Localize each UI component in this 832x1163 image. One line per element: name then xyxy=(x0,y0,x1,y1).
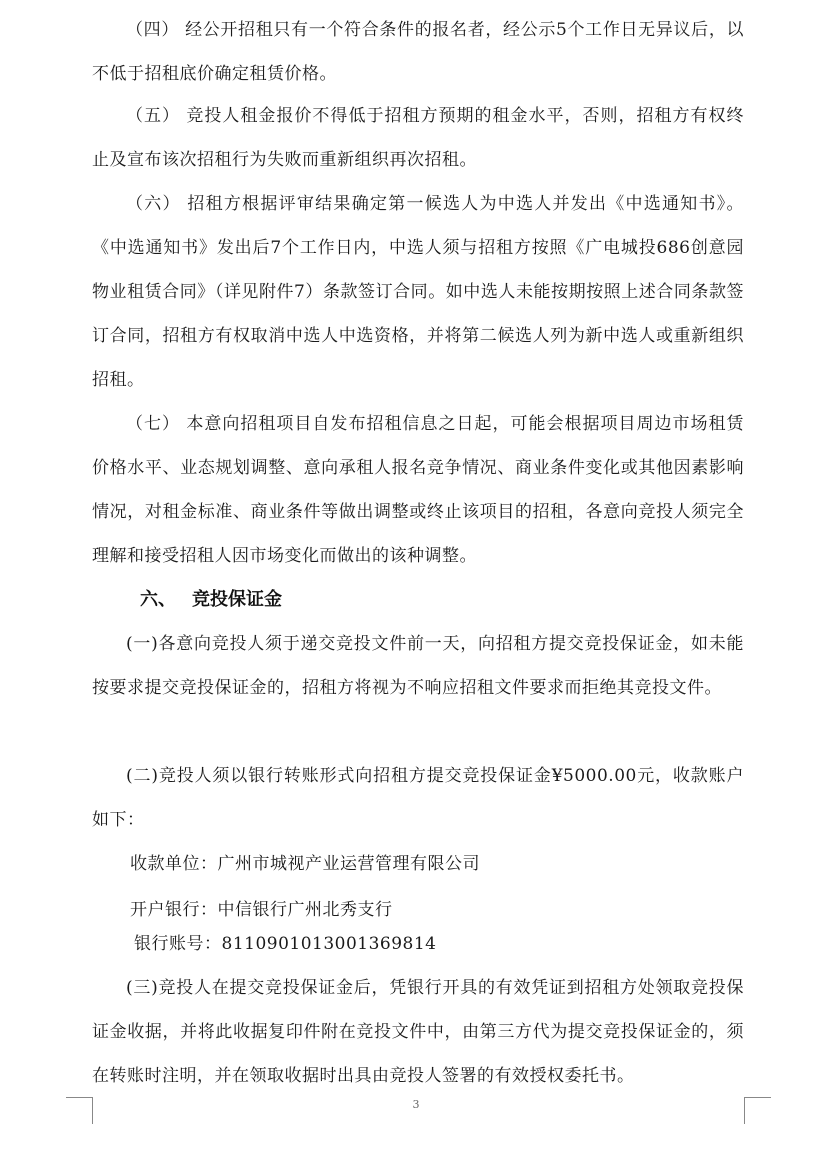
paragraph-6: （六） 招租方根据评审结果确定第一候选人为中选人并发出《中选通知书》。《中选通知书》发出后7个工作日内，中选人须与招租方按照《广电城投686创意园物业租赁合同》（详见附件7）条款签订合同。如中选人未能按期按照上述合同条款签订合同，招租方有权取消中选人中选资格，并将第二候选人列为新中选人或重新组织招租。 xyxy=(92,194,744,390)
paragraph-final: (三)竞投人在提交竞投保证金后，凭银行开具的有效凭证到招租方处领取竞投保证金收据，并将此收据复印件附在竞投文件中，由第三方代为提交竞投保证金的，须在转账时注明，并在领取收据时出具由竞投人签署的有效授权委托书。 xyxy=(92,978,744,1086)
paragraph-4: （四） 经公开招租只有一个符合条件的报名者，经公示5个工作日无异议后，以不低于招租底价确定租赁价格。 xyxy=(92,20,744,84)
section-paragraph-2: (二)竞投人须以银行转账形式向招租方提交竞投保证金¥5000.00元，收款账户如下： xyxy=(92,766,744,830)
account-bank: 开户银行：中信银行广州北秀支行 xyxy=(130,900,393,920)
section-paragraph-1: (一)各意向竞投人须于递交竞投文件前一天，向招租方提交竞投保证金，如未能按要求提交竞投保证金的，招租方将视为不响应招租文件要求而拒绝其竞投文件。 xyxy=(92,634,744,698)
page-number: 3 xyxy=(412,1098,420,1111)
account-payee: 收款单位：广州市城视产业运营管理有限公司 xyxy=(130,854,480,874)
paragraph-7: （七） 本意向招租项目自发布招租信息之日起，可能会根据项目周边市场租赁价格水平、业态规划调整、意向承租人报名竞争情况、商业条件变化或其他因素影响情况，对租金标准、商业条件等做出调整或终止该项目的招租，各意向竞投人须完全理解和接受招租人因市场变化而做出的该种调整。 xyxy=(92,414,744,566)
section-number: 六、 xyxy=(140,589,176,610)
section-heading xyxy=(140,584,282,616)
account-number: 银行账号：8110901013001369814 xyxy=(134,934,437,954)
paragraph-5: （五） 竞投人租金报价不得低于招租方预期的租金水平，否则，招租方有权终止及宣布该次招租行为失败而重新组织再次招租。 xyxy=(92,106,744,170)
section-title: 竞投保证金 xyxy=(192,589,282,610)
